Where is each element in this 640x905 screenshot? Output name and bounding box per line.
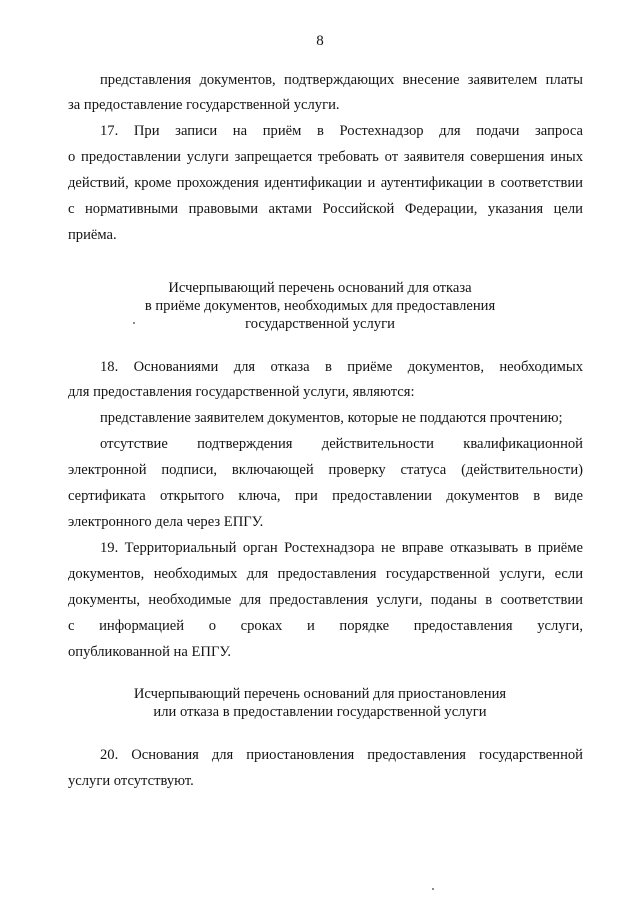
paragraph-line: документы, необходимые для предоставления услуги, поданы в соответствии (68, 592, 583, 608)
paragraph-line: документов, необходимых для предоставления государственной услуги, если (68, 566, 583, 582)
paragraph-line: опубликованной на ЕПГУ. (68, 644, 231, 660)
paragraph-line: действий, кроме прохождения идентификации и аутентификации в соответствии (68, 175, 583, 191)
paragraph-line: 19. Территориальный орган Ростехнадзора не вправе отказывать в приёме (100, 540, 583, 556)
section-heading-line: в приёме документов, необходимых для предоставления (144, 298, 496, 314)
paragraph-line: с информацией о сроках и порядке предоставления услуги, (68, 618, 583, 634)
paragraph-line: 17. При записи на приём в Ростехнадзор для подачи запроса (100, 123, 583, 139)
section-heading-line: Исчерпывающий перечень оснований для отказа (168, 280, 472, 296)
scan-speck (133, 322, 135, 324)
paragraph-line: услуги отсутствуют. (68, 773, 194, 789)
paragraph-line: представление заявителем документов, которые не поддаются прочтению; (100, 410, 563, 426)
paragraph-line: 18. Основаниями для отказа в приёме документов, необходимых (100, 359, 583, 375)
paragraph-line: сертификата открытого ключа, при предоставлении документов в виде (68, 488, 583, 504)
paragraph-line: за предоставление государственной услуги. (68, 97, 340, 113)
scan-speck (432, 888, 434, 890)
section-heading-line: или отказа в предоставлении государственной услуги (153, 704, 487, 720)
paragraph-line: электронной подписи, включающей проверку статуса (действительности) (68, 462, 583, 478)
paragraph-line: для предоставления государственной услуги, являются: (68, 384, 415, 400)
paragraph-line: приёма. (68, 227, 117, 243)
section-heading-line: государственной услуги (245, 316, 395, 332)
paragraph-line: о предоставлении услуги запрещается требовать от заявителя совершения иных (68, 149, 583, 165)
paragraph-line: 20. Основания для приостановления предоставления государственной (100, 747, 583, 763)
paragraph-line: с нормативными правовыми актами Российской Федерации, указания цели (68, 201, 583, 217)
page-number: 8 (316, 33, 324, 49)
paragraph-line: отсутствие подтверждения действительности квалификационной (100, 436, 583, 452)
section-heading-line: Исчерпывающий перечень оснований для приостановления (133, 686, 507, 702)
paragraph-line: представления документов, подтверждающих внесение заявителем платы (100, 72, 583, 88)
paragraph-line: электронного дела через ЕПГУ. (68, 514, 264, 530)
